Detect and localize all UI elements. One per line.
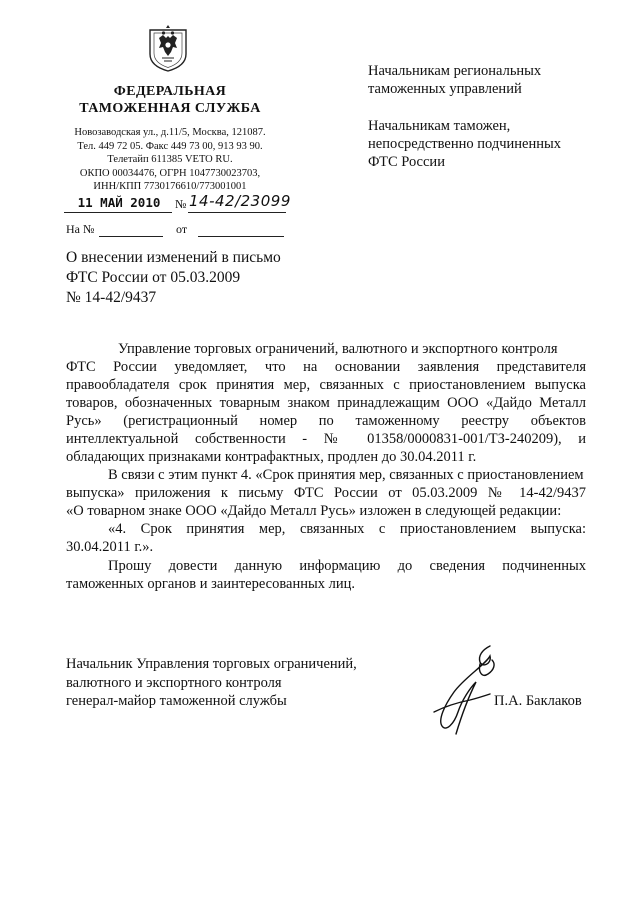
subject-line2: ФТС России от 05.03.2009	[66, 269, 241, 286]
sender-phone: Тел. 449 72 05. Факс 449 73 00, 913 93 90.	[77, 140, 263, 152]
addressee-line4: непосредственно подчиненных	[368, 136, 561, 152]
sender-address: Новозаводская ул., д.11/5, Москва, 121087.	[74, 127, 266, 138]
addressee-line5: ФТС России	[368, 154, 445, 170]
signatory-line2: валютного и экспортного контроля	[66, 674, 282, 691]
body-p3-line2: 30.04.2011 г.».	[66, 539, 154, 555]
registration-number: 14-42/23099	[189, 192, 291, 210]
body-p4-line2: таможенных органов и заинтересованных лиц.	[66, 576, 355, 592]
body-p2-line1: В связи с этим пункт 4. «Срок принятия мер, связанных с приостановлением	[108, 467, 584, 483]
subject-line1: О внесении изменений в письмо	[66, 249, 281, 266]
sender-org-line1: ФЕДЕРАЛЬНАЯ	[113, 84, 227, 99]
addressee-line1: Начальникам региональных	[368, 63, 542, 79]
sender-teletype: Телетайп 611385 VETO RU.	[107, 154, 233, 165]
date-underline	[64, 212, 172, 213]
body-p1-line5: Русь» (регистрационный номер по таможенному реестру объектов	[66, 413, 586, 429]
reference-from-label: от	[176, 222, 188, 236]
body-p1-line2: ФТС России уведомляет, что на основании заявления представителя	[66, 359, 586, 375]
body-p2-line3: «О товарном знаке ООО «Дайдо Металл Русь» изложен в следующей редакции:	[66, 503, 562, 519]
state-emblem-icon	[146, 24, 190, 72]
registration-number-label: №	[175, 197, 187, 211]
signatory-name: П.А. Баклаков	[494, 693, 582, 709]
signatory-line1: Начальник Управления торговых ограничений,	[66, 656, 357, 672]
body-p1-line7: обладающих признаками контрафактных, продлен до 30.04.2011 г.	[66, 449, 477, 465]
reference-date-line	[198, 236, 284, 237]
subject-line3: № 14-42/9437	[66, 289, 157, 306]
sender-okpo: ОКПО 00034476, ОГРН 1047730023703,	[79, 167, 261, 179]
body-p1-line1: Управление торговых ограничений, валютного и экспортного контроля	[118, 341, 558, 357]
reference-label: На №	[66, 222, 95, 236]
body-p4-line1: Прошу довести данную информацию до сведения подчиненных	[108, 558, 586, 574]
body-p1-line3: правообладателя срок принятия мер, связанных с приостановлением выпуска	[66, 377, 586, 393]
body-p1-line4: товаров, обозначенных товарным знаком принадлежащим ООО «Дайдо Металл	[66, 395, 586, 411]
number-underline	[188, 212, 286, 213]
signatory-line3: генерал-майор таможенной службы	[66, 693, 287, 709]
sender-org-line2: ТАМОЖЕННАЯ СЛУЖБА	[79, 101, 261, 116]
reference-number-line	[99, 236, 163, 237]
body-p2-line2: выпуска» приложения к письму ФТС России от 05.03.2009 № 14-42/9437	[66, 485, 586, 501]
body-p1-line6: интеллектуальной собственности - № 01358/0000831-001/ТЗ-240209), и	[66, 431, 586, 447]
body-p3-line1: «4. Срок принятия мер, связанных с приостановлением выпуска:	[108, 521, 586, 537]
registration-date: 11 МАЙ 2010	[77, 195, 161, 210]
sender-inn: ИНН/КПП 7730176610/773001001	[93, 181, 247, 192]
addressee-line3: Начальникам таможен,	[368, 118, 511, 134]
addressee-line2: таможенных управлений	[368, 81, 522, 97]
